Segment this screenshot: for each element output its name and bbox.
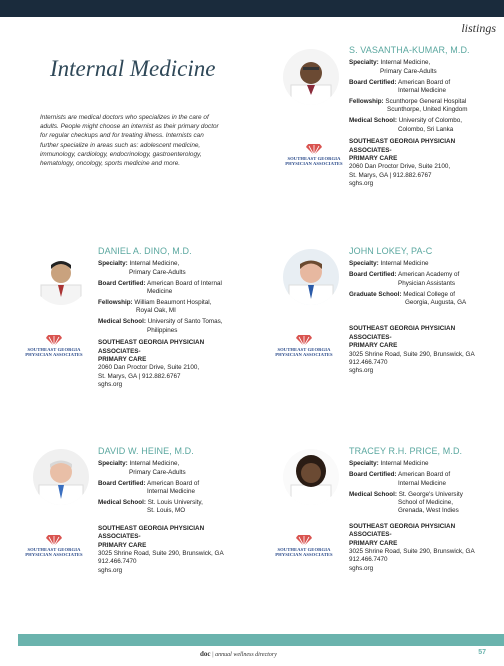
physician-name: DAVID W. HEINE, M.D.	[98, 446, 194, 456]
sgpa-logo: SOUTHEAST GEORGIA PHYSICIAN ASSOCIATES	[274, 144, 354, 166]
doctor-photo	[283, 449, 339, 505]
physician-name: S. VASANTHA-KUMAR, M.D.	[349, 45, 470, 55]
intro-paragraph: Internists are medical doctors who specializes in the care of adults. People might choose an internist as their primary doctor for regular checkups and for treating illness. Internists can further specialize in areas such as: adolescent medicine, immunology, cardiology, endocrinology, gastroenterology, hematology, oncology, sports medicine and more.	[40, 114, 219, 168]
physician-listing: TRACEY R.H. PRICE, M.D. Specialty: Internal Medicine Board Certified: American Board of Internal Medicine Medical School: St. George's University School of Medicine, Grenada, West Indies SOUTHEAST GEORGIA PHYSICIAN ASSOCIATES- PRIMARY CARE 3025 Shrine Road, Suite 290, Brunswick, GA 912.466.7470 sghs.org	[349, 447, 499, 573]
sgpa-logo: SOUTHEAST GEORGIA PHYSICIAN ASSOCIATES	[14, 335, 94, 357]
physician-listing: JOHN LOKEY, PA-C Specialty: Internal Medicine Board Certified: American Academy of Physician Assistants Graduate School: Medical College of Georgia, Augusta, GA SOUTHEAST GEORGIA PHYSICIAN ASSOCIATES- PRIMARY CARE 3025 Shrine Road, Suite 290, Brunswick, GA 912.466.7470 sghs.org	[349, 247, 499, 376]
doctor-photo	[33, 249, 89, 305]
physician-name: JOHN LOKEY, PA-C	[349, 246, 433, 256]
page-title: Internal Medicine	[50, 56, 216, 81]
footer-publication: doc | annual wellness directory	[200, 650, 277, 658]
footer-bar	[18, 634, 504, 646]
top-bar	[0, 0, 504, 17]
doctor-photo	[283, 249, 339, 305]
sgpa-logo: SOUTHEAST GEORGIA PHYSICIAN ASSOCIATES	[264, 535, 344, 557]
physician-listing: DANIEL A. DINO, M.D. Specialty: Internal Medicine, Primary Care-Adults Board Certified: American Board of Internal Medicine Fellowship: William Beaumont Hospital, Royal Oak, MI Medical School: University of Santo Tomas, Philippines SOUTHEAST GEORGIA PHYSICIAN ASSOCIATES- PRIMARY CARE 2060 Dan Proctor Drive, Suite 2100, St. Marys, GA | 912.882.6767 sghs.org	[98, 247, 248, 390]
doctor-photo	[33, 449, 89, 505]
sgpa-logo: SOUTHEAST GEORGIA PHYSICIAN ASSOCIATES	[264, 335, 344, 357]
physician-name: TRACEY R.H. PRICE, M.D.	[349, 446, 463, 456]
physician-name: DANIEL A. DINO, M.D.	[98, 246, 192, 256]
physician-listing: S. VASANTHA-KUMAR, M.D. Specialty: Internal Medicine, Primary Care-Adults Board Certified: American Board of Internal Medicine Fellowship: Scunthorpe General Hospital Scunthorpe, United Kingdom Medical School: University of Colombo, Colombo, Sri Lanka SOUTHEAST GEORGIA PHYSICIAN ASSOCIATES- PRIMARY CARE 2060 Dan Proctor Drive, Suite 2100, St. Marys, GA | 912.882.6767 sghs.org	[349, 46, 499, 189]
physician-listing: DAVID W. HEINE, M.D. Specialty: Internal Medicine, Primary Care-Adults Board Certified: American Board of Internal Medicine Medical School: St. Louis University, St. Louis, MO SOUTHEAST GEORGIA PHYSICIAN ASSOCIATES- PRIMARY CARE 3025 Shrine Road, Suite 290, Brunswick, GA 912.466.7470 sghs.org	[98, 447, 248, 575]
sgpa-logo: SOUTHEAST GEORGIA PHYSICIAN ASSOCIATES	[14, 535, 94, 557]
page-number: 57	[478, 649, 486, 656]
doctor-photo	[283, 49, 339, 105]
section-tag: listings	[461, 21, 496, 35]
